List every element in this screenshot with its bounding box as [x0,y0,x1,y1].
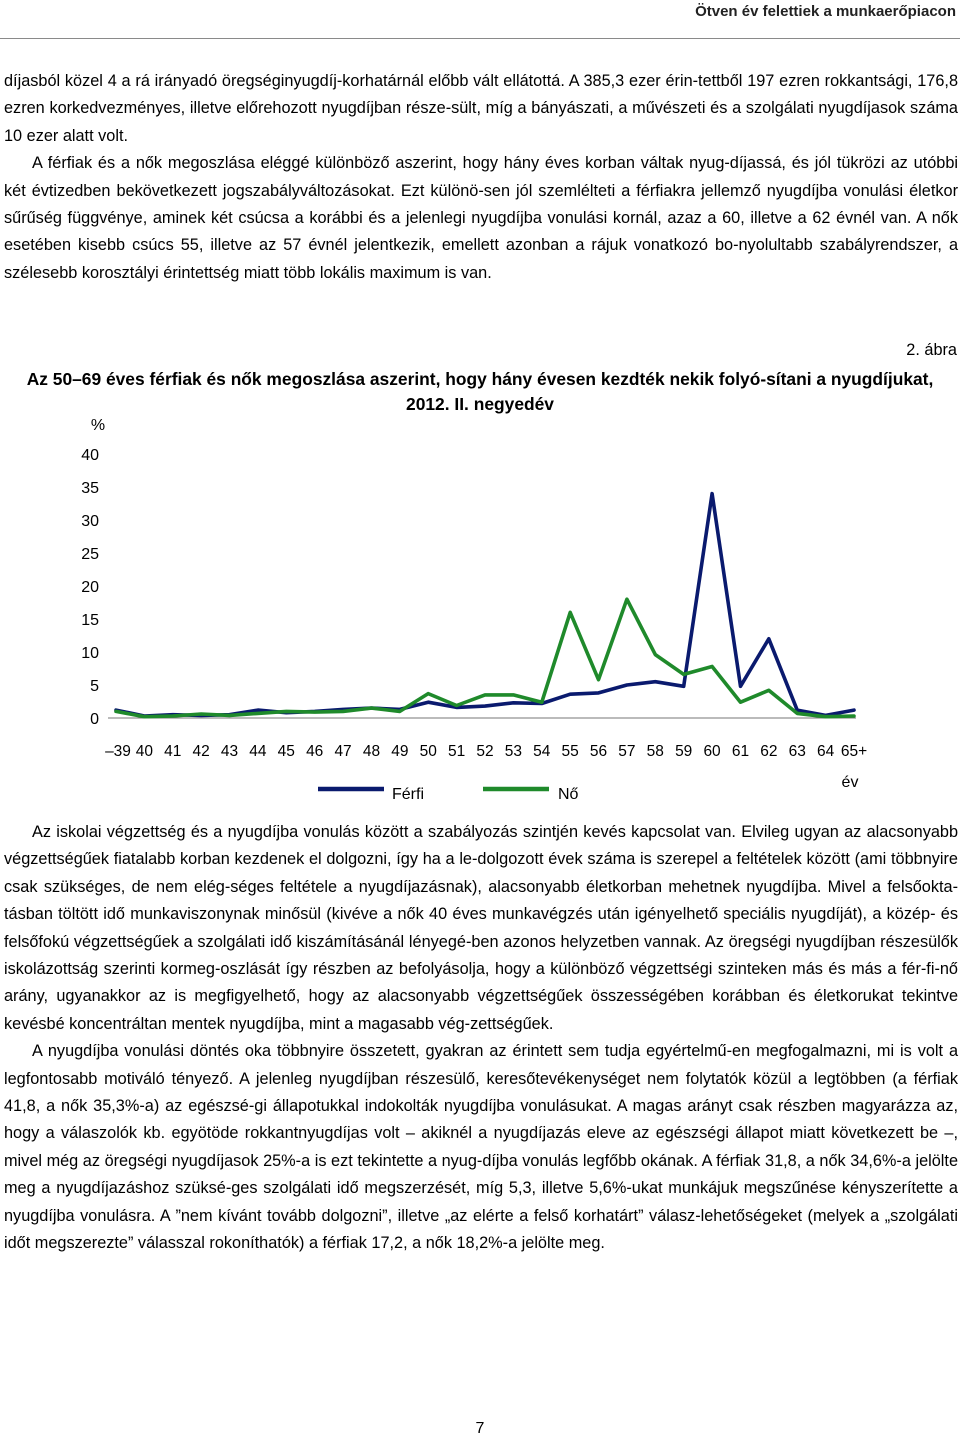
line-chart [0,400,960,812]
y-tick-label: 30 [81,513,99,530]
legend-label: Férfi [392,786,424,803]
bottom-text-block [4,819,958,1258]
x-tick-label: 55 [561,743,579,760]
x-tick-label: –39 [105,743,131,760]
x-tick-label: 48 [362,743,381,760]
header-rule [0,38,960,39]
legend-label: Nő [558,786,579,803]
y-tick-label: 15 [81,612,99,629]
y-axis-unit-group [91,417,105,434]
y-tick-label: 40 [81,447,99,464]
x-tick-label: 62 [760,743,778,760]
paragraph-bottom-1: Az iskolai végzettség és a nyugdíjba vonulás között a szabályozás szintjén kevés kapcsolat van. Elvileg ugyan az alacsonyabb végzettségűek fiatalabb korban kezdenek el dolgozni, így ha a le-dolgozott évek száma is szerepel a feltételek között (ami többnyire csak szükséges, de nem elég-séges feltétele a nyugdíjazásnak), alacsonyabb életkorban mehetnek nyugdíjba. Mivel a felsőokta-tásban töltött idő munkaviszonynak minősül (kivéve a nők 40 éves munkavégzés után igényelhető speciális nyugdíját), a közép- és felsőfokú végzettségűek a szolgálati idő kiszámításánál lényegé-ben azonos helyzetben vannak. Az öregségi nyugdíjban részesülők iskolázottság szerinti kormeg-oszlását így részben az befolyásolja, hogy a különböző végzettségi szinteken más és más a fér-fi-nő arány, ugyanakkor az is megfigyelhető, hogy az alacsonyabb végzettségűek összességében korábban és életkorukat tekintve kevésbé koncentráltan mentek nyugdíjba, mint a magasabb vég-zettségűek. [4,823,958,1033]
x-axis-unit: év [841,774,859,791]
x-tick-label: 59 [675,743,693,760]
x-tick-label: 42 [192,743,210,760]
series-line-ferfi [116,494,854,716]
x-tick-label: 65+ [840,743,868,760]
x-tick-label: 44 [249,743,267,760]
x-tick-label: 41 [164,743,182,760]
x-tick-label: 54 [533,743,551,760]
x-tick-label: 58 [646,743,664,760]
x-tick-label: 40 [135,743,154,760]
x-tick-label: 47 [334,743,352,760]
x-tick-label: 46 [306,743,324,760]
x-tick-label: 56 [589,743,608,760]
x-tick-label: 43 [220,743,239,760]
series-lines [116,494,854,717]
top-text-block [4,68,958,287]
x-tick-label: 64 [816,743,835,760]
x-tick-label: 51 [447,743,466,760]
x-tick-label: 61 [731,743,750,760]
y-tick-label: 25 [81,546,99,563]
x-tick-label: 52 [476,743,494,760]
y-tick-label: 20 [81,579,99,596]
paragraph-top-2: A férfiak és a nők megoszlása eléggé különböző aszerint, hogy hány éves korban váltak nyug-díjassá, és jól tükrözi az utóbbi két évtizedben bekövetkezett jogszabályváltozásokat. Ezt különö-sen jól szemlélteti a férfiakra jellemző nyugdíjba vonulási életkor sűrűség függvénye, aminek két csúcsa a korábbi és a jelenlegi nyugdíjba vonulási kornál, azaz a 60, illetve a 62 évnél van. A nők esetében kisebb csúcs 55, illetve az 57 évnél jelentkezik, emellett azonban a rájuk vonatkozó bo-nyolultabb szabályrendszer, a szélesebb korosztályi érintettség miatt több lokális maximum is van. [4,154,958,282]
figure-title: Az 50–69 éves férfiak és nők megoszlása aszerint, hogy hány évesen kezdték nekik folyó-sítani a nyugdíjukat, 2012. II. negyedév [26,369,934,414]
y-tick-label: 35 [81,480,99,497]
x-tick-labels [105,743,867,791]
x-tick-label: 63 [788,743,806,760]
x-tick-label: 45 [277,743,295,760]
running-header-title: Ötven év felettiek a munkaerőpiacon [695,3,956,20]
x-tick-label: 60 [703,743,721,760]
chart-legend [318,786,579,803]
y-tick-labels [81,447,99,728]
y-tick-label: 10 [81,645,99,662]
x-tick-label: 53 [504,743,523,760]
figure-number: 2. ábra [906,341,957,359]
x-tick-label: 49 [391,743,409,760]
series-line-no [116,599,854,717]
y-tick-label: 0 [90,711,99,728]
page-number: 7 [475,1420,485,1437]
y-axis-unit: % [90,417,106,434]
paragraph-bottom-2: A nyugdíjba vonulási döntés oka többnyire összetett, gyakran az érintett sem tudja egyértelmű-en megfogalmazni, mi is volt a legfontosabb motiváló tényező. A jelenleg nyugdíjban részesülő, keresőtevékenységet nem folytatók közül a legtöbben (a férfiak 41,8, a nők 35,3%-a) az egészsé-gi állapotukkal indokolták nyugdíjba vonulásukat. A magas arányt csak részben magyarázza az, hogy a válaszolók kb. egyötöde rokkantnyugdíjas volt – akiknél a nyugdíjazás eleve az egészségi állapot miatt következett be –, mivel még az öregségi nyugdíjasok 25%-a is ezt tekintette a nyug-díjba vonulás legfőbb okának. A férfiak 31,8, a nők 34,6%-a jelölte meg a nyugdíjazáshoz szüksé-ges szolgálati idő megszerzését, míg 5,3, illetve 5,6%-ukat munkájuk megszűnése kényszerítette a nyugdíjba vonulásra. A ”nem kívánt tovább dolgozni”, illetve „az elérte a felső korhatárt” válasz-lehetőségeket (melyek a „szolgálati időt megszerezte” válasszal rokoníthatók) a férfiak 17,2, a nők 18,2%-a jelölte meg. [4,1042,958,1253]
paragraph-top-1: díjasból közel 4 a rá irányadó öregséginyugdíj-korhatárnál előbb vált ellátottá. A 385,3 ezer érin-tettből 197 ezren rokkantsági, 176,8 ezren korkedvezményes, illetve előrehozott nyugdíjban része-sült, míg a bányászati, a művészeti és a szolgálati nyugdíjasok száma 10 ezer alatt volt. [4,72,958,145]
x-tick-label: 57 [618,743,636,760]
x-tick-label: 50 [419,743,437,760]
y-tick-label: 5 [90,678,99,695]
